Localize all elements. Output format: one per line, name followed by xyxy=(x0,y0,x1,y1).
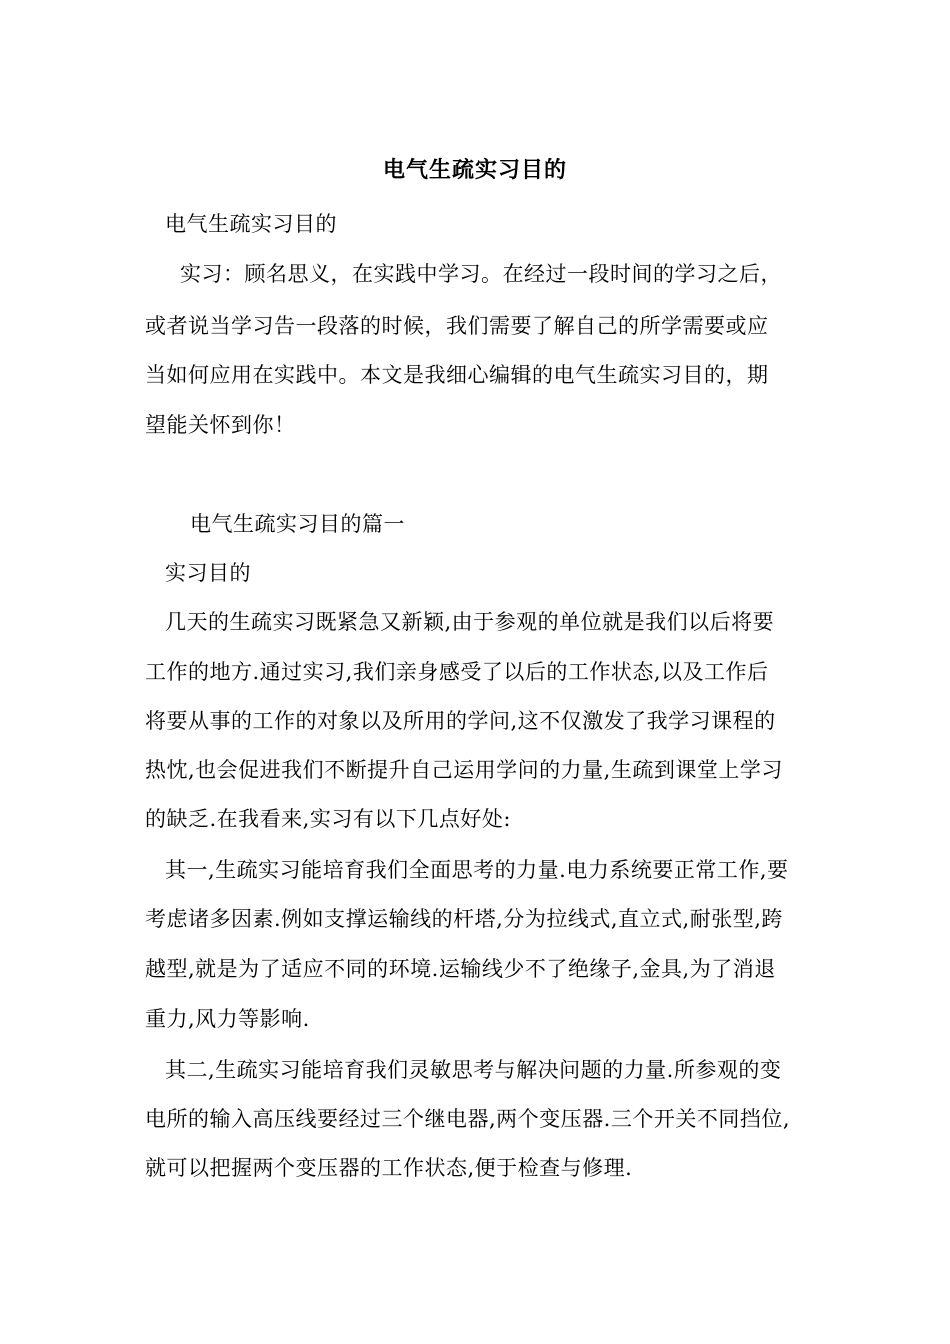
paragraph-2-line-2: 考虑诸多因素.例如支撑运输线的杆塔,分为拉线式,直立式,耐张型,跨 xyxy=(145,907,783,931)
subsection-heading: 实习目的 xyxy=(165,561,251,585)
paragraph-1-line-2: 工作的地方.通过实习,我们亲身感受了以后的工作状态,以及工作后 xyxy=(145,660,769,684)
paragraph-1-line-1: 几天的生疏实习既紧急又新颖,由于参观的单位就是我们以后将要 xyxy=(165,610,775,634)
paragraph-2-line-3: 越型,就是为了适应不同的环境.运输线少不了绝缘子,金具,为了消退 xyxy=(145,957,776,981)
paragraph-1-line-3: 将要从事的工作的对象以及所用的学问,这不仅激发了我学习课程的 xyxy=(145,709,776,733)
paragraph-3-line-3: 就可以把握两个变压器的工作状态,便于检查与修理. xyxy=(145,1156,633,1180)
paragraph-1-line-4: 热忱,也会促进我们不断提升自己运用学问的力量,生疏到课堂上学习 xyxy=(145,758,783,782)
document-title: 电气生疏实习目的 xyxy=(382,157,567,183)
intro-line-2: 或者说当学习告一段落的时候，我们需要了解自己的所学需要或应 xyxy=(145,314,769,338)
paragraph-3-line-2: 电所的输入高压线要经过三个继电器,两个变压器.三个开关不同挡位, xyxy=(145,1107,791,1131)
intro-line-3: 当如何应用在实践中。本文是我细心编辑的电气生疏实习目的，期 xyxy=(145,363,769,387)
intro-line-1: 实习：顾名思义，在实践中学习。在经过一段时间的学习之后， xyxy=(180,262,782,286)
paragraph-1-line-5: 的缺乏.在我看来,实习有以下几点好处: xyxy=(145,807,511,831)
paragraph-2-line-4: 重力,风力等影响. xyxy=(145,1007,310,1031)
subtitle-line: 电气生疏实习目的 xyxy=(165,212,337,236)
section-heading: 电气生疏实习目的篇一 xyxy=(190,512,405,536)
paragraph-2-line-1: 其一,生疏实习能培育我们全面思考的力量.电力系统要正常工作,要 xyxy=(165,858,789,882)
paragraph-3-line-1: 其二,生疏实习能培育我们灵敏思考与解决问题的力量.所参观的变 xyxy=(165,1058,782,1082)
intro-line-4: 望能关怀到你！ xyxy=(145,413,296,437)
